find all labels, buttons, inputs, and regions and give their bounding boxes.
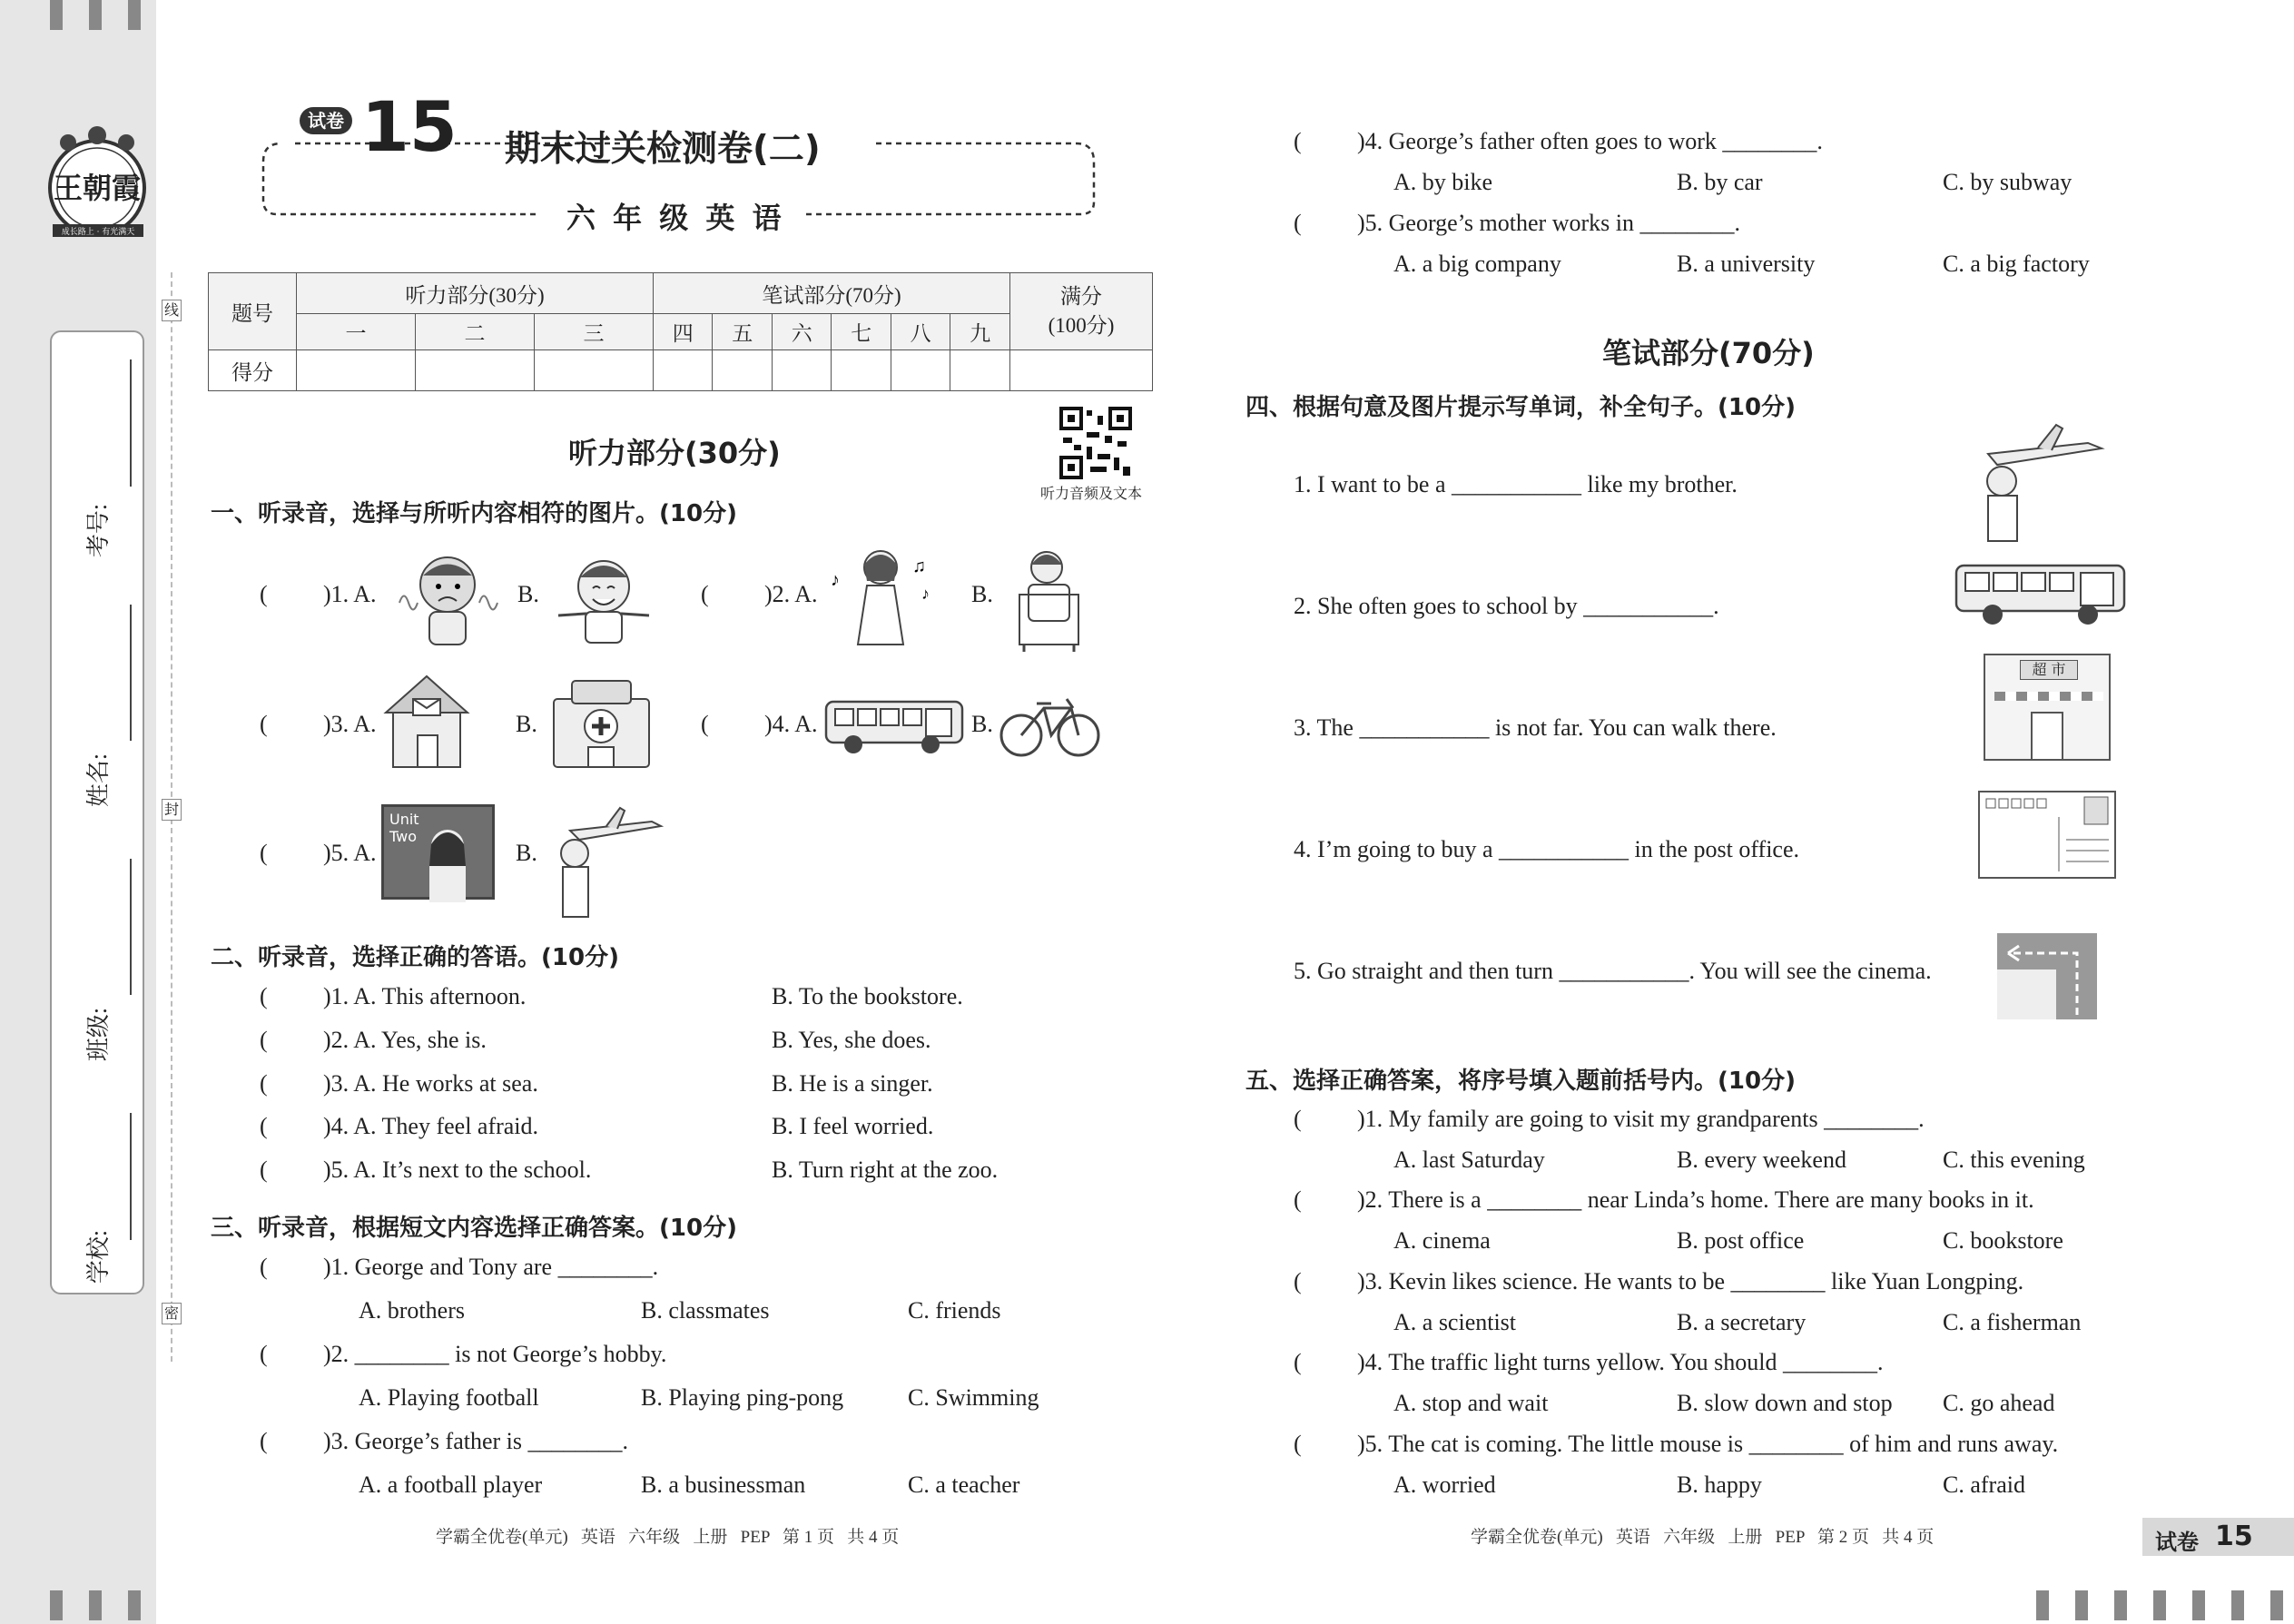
answer-paren[interactable]: ( (1294, 210, 1302, 236)
page-tag-label: 试卷 (2155, 1530, 2199, 1555)
s3-q2-a: A. Playing football (359, 1384, 539, 1411)
shop-sign: 超 市 (2020, 660, 2078, 680)
s3-q1-b: B. classmates (641, 1297, 770, 1324)
answer-paren[interactable]: ( (260, 1027, 268, 1053)
s1-q4-b: B. (971, 711, 993, 737)
s4-q3: 3. The ___________ is not far. You can walk there. (1294, 714, 1777, 741)
exam-no-label: 考号: (85, 503, 113, 558)
total-value: (100分) (1048, 314, 1115, 337)
s5-q1: )1. My family are going to visit my grandparents ________. (1357, 1106, 1925, 1132)
s2-q5: )5. A. It’s next to the school. (323, 1156, 592, 1183)
score-cell[interactable] (534, 350, 653, 391)
score-cell[interactable] (950, 350, 1010, 391)
column-numeral: 五 (713, 314, 772, 350)
exam-title: 期末过关检测卷(二) (505, 129, 821, 170)
score-cell[interactable] (891, 350, 950, 391)
s5-q3-b: B. a secretary (1677, 1309, 1807, 1335)
s2-q1: )1. A. This afternoon. (323, 983, 527, 1009)
s1-q1-b: B. (517, 581, 539, 607)
s3-q4-c: C. by subway (1943, 169, 2072, 195)
bike-picture[interactable] (999, 685, 1103, 763)
column-numeral: 九 (950, 314, 1010, 350)
column-numeral: 一 (297, 314, 416, 350)
answer-paren[interactable]: ( (1294, 1431, 1302, 1457)
svg-text:♪: ♪ (831, 570, 840, 590)
logo-slogan: 成长路上 · 有光满天 (61, 228, 135, 237)
section-5-title: 五、选择正确答案，将序号填入题前括号内。(10分) (1245, 1068, 1796, 1095)
s1-q1-label: )1. A. (323, 581, 377, 607)
score-cell[interactable] (832, 350, 891, 391)
exam-number: 15 (361, 86, 458, 167)
s1-q2-label: )2. A. (764, 581, 818, 607)
name-label: 姓名: (85, 753, 113, 808)
answer-paren[interactable]: ( (1294, 1106, 1302, 1132)
column-numeral: 四 (653, 314, 712, 350)
pilot-picture[interactable] (543, 803, 665, 921)
page-tag-number: 15 (2215, 1521, 2253, 1552)
score-cell[interactable] (713, 350, 772, 391)
s2-q1-b: B. To the bookstore. (772, 983, 963, 1009)
answer-paren[interactable]: ( (1294, 1268, 1302, 1294)
answer-paren[interactable]: ( (701, 711, 709, 737)
exam-subtitle: 六 年 级 英 语 (566, 201, 785, 235)
happy-boy-picture[interactable] (540, 552, 667, 647)
s1-q5-b: B. (516, 840, 537, 866)
score-cell[interactable] (653, 350, 712, 391)
score-cell[interactable] (772, 350, 831, 391)
s5-q4-b: B. slow down and stop (1677, 1390, 1893, 1416)
score-table (208, 272, 1153, 391)
s3-q4-b: B. by car (1677, 169, 1763, 195)
s3-q5-a: A. a big company (1393, 251, 1561, 277)
pilot-hint-picture (1970, 418, 2106, 545)
answer-paren[interactable]: ( (1294, 128, 1302, 154)
footer-right: 学霸全优卷(单元) 英语 六年级 上册 PEP 第 2 页 共 4 页 (1471, 1528, 1935, 1547)
s4-q4: 4. I’m going to buy a ___________ in the post office. (1294, 836, 1800, 862)
s1-q4-label: )4. A. (764, 711, 818, 737)
s5-q2: )2. There is a ________ near Linda’s home. There are many books in it. (1357, 1186, 2034, 1213)
s2-q4: )4. A. They feel afraid. (323, 1113, 539, 1139)
cut-mark: 密 (162, 1303, 182, 1324)
answer-paren[interactable]: ( (260, 711, 268, 737)
answer-paren[interactable]: ( (701, 581, 709, 607)
s3-q3-a: A. a football player (359, 1471, 543, 1498)
s5-q2-a: A. cinema (1393, 1227, 1491, 1254)
score-cell[interactable] (1010, 350, 1153, 391)
s3-q4: )4. George’s father often goes to work ________. (1357, 128, 1823, 154)
s5-q1-a: A. last Saturday (1393, 1147, 1545, 1173)
qr-code[interactable] (1059, 407, 1132, 479)
score-cell[interactable] (415, 350, 534, 391)
school-label: 学校: (85, 1229, 113, 1284)
listening-part-title: 听力部分(30分) (568, 436, 781, 470)
logo-text: 王朝霞 (53, 171, 142, 205)
s3-q5: )5. George’s mother works in ________. (1357, 210, 1740, 236)
answer-paren[interactable]: ( (260, 581, 268, 607)
qr-caption: 听力音频及文本 (1040, 485, 1143, 502)
s5-q4-a: A. stop and wait (1393, 1390, 1549, 1416)
s3-q4-a: A. by bike (1393, 169, 1493, 195)
hospital-picture[interactable] (545, 676, 658, 772)
column-numeral: 二 (415, 314, 534, 350)
teacher-blackboard-picture[interactable] (381, 804, 495, 900)
s3-q1: )1. George and Tony are ________. (323, 1254, 659, 1280)
s3-q2: )2. ________ is not George’s hobby. (323, 1341, 667, 1367)
s1-q2-b: B. (971, 581, 993, 607)
cut-mark: 线 (162, 300, 182, 321)
score-cell[interactable] (297, 350, 416, 391)
s3-q3-c: C. a teacher (908, 1471, 1020, 1498)
angry-boy-picture[interactable] (389, 548, 507, 648)
post-office-picture[interactable] (377, 672, 477, 772)
s1-q5-label: )5. A. (323, 840, 377, 866)
column-numeral: 七 (832, 314, 891, 350)
s2-q5-b: B. Turn right at the zoo. (772, 1156, 999, 1183)
postcard-hint-picture (1977, 790, 2118, 881)
page-tag (2142, 1518, 2294, 1556)
girl-singing-picture[interactable] (822, 545, 940, 654)
listening-header: 听力部分(30分) (297, 273, 654, 314)
s5-q5-c: C. afraid (1943, 1471, 2025, 1498)
s5-q4: )4. The traffic light turns yellow. You should ________. (1357, 1349, 1884, 1375)
s1-q3-b: B. (516, 711, 537, 737)
answer-paren[interactable]: ( (260, 1113, 268, 1139)
answer-paren[interactable]: ( (1294, 1186, 1302, 1213)
svg-text:♫: ♫ (912, 556, 926, 576)
s3-q3-b: B. a businessman (641, 1471, 806, 1498)
answer-paren[interactable]: ( (260, 840, 268, 866)
s5-q5-a: A. worried (1393, 1471, 1496, 1498)
s3-q1-c: C. friends (908, 1297, 1001, 1324)
s4-q1: 1. I want to be a ___________ like my brother. (1294, 471, 1738, 497)
score-row-label: 题号 (209, 273, 297, 350)
column-numeral: 八 (891, 314, 950, 350)
s3-q1-a: A. brothers (359, 1297, 465, 1324)
answer-paren[interactable]: ( (260, 1254, 268, 1280)
writing-part-title: 笔试部分(70分) (1602, 336, 1815, 370)
board-text: Unit Two (389, 811, 419, 846)
s3-q2-b: B. Playing ping-pong (641, 1384, 844, 1411)
s2-q3-b: B. He is a singer. (772, 1070, 933, 1097)
section-3-title: 三、听录音，根据短文内容选择正确答案。(10分) (211, 1215, 737, 1242)
score-label: 得分 (209, 350, 297, 391)
s5-q5: )5. The cat is coming. The little mouse is ________ of him and runs away. (1357, 1431, 2059, 1457)
s3-q3: )3. George’s father is ________. (323, 1428, 629, 1454)
s5-q1-b: B. every weekend (1677, 1147, 1846, 1173)
answer-paren[interactable]: ( (260, 1428, 268, 1454)
s5-q5-b: B. happy (1677, 1471, 1762, 1498)
total-label: 满分 (1060, 284, 1102, 308)
s2-q4-b: B. I feel worried. (772, 1113, 934, 1139)
section-1-title: 一、听录音，选择与所听内容相符的图片。(10分) (211, 500, 737, 527)
class-label: 班级: (85, 1007, 113, 1062)
s2-q3: )3. A. He works at sea. (323, 1070, 538, 1097)
s3-q5-b: B. a university (1677, 251, 1816, 277)
answer-paren[interactable]: ( (260, 1156, 268, 1183)
section-4-title: 四、根据句意及图片提示写单词，补全句子。(10分) (1245, 394, 1796, 421)
s5-q2-b: B. post office (1677, 1227, 1805, 1254)
turn-left-hint-picture (1997, 933, 2097, 1019)
answer-paren[interactable]: ( (1294, 1349, 1302, 1375)
s5-q3-a: A. a scientist (1393, 1309, 1517, 1335)
s5-q4-c: C. go ahead (1943, 1390, 2055, 1416)
s5-q3: )3. Kevin likes science. He wants to be ________ like Yuan Longping. (1357, 1268, 2024, 1294)
girl-sitting-picture[interactable] (1006, 545, 1097, 654)
s5-q2-c: C. bookstore (1943, 1227, 2063, 1254)
column-numeral: 六 (772, 314, 831, 350)
s3-q5-c: C. a big factory (1943, 251, 2090, 277)
column-numeral: 三 (534, 314, 653, 350)
s4-q2: 2. She often goes to school by ___________. (1294, 593, 1719, 619)
s2-q2-b: B. Yes, she does. (772, 1027, 931, 1053)
svg-text:♪: ♪ (921, 585, 930, 603)
student-info-box (50, 330, 144, 1294)
s2-q2: )2. A. Yes, she is. (323, 1027, 487, 1053)
s4-q5: 5. Go straight and then turn ___________. You will see the cinema. (1294, 958, 1932, 984)
brand-logo (45, 123, 150, 245)
exam-badge: 试卷 (300, 107, 352, 134)
bus-hint-picture (1952, 558, 2133, 631)
s3-q2-c: C. Swimming (908, 1384, 1039, 1411)
section-2-title: 二、听录音，选择正确的答语。(10分) (211, 944, 619, 971)
answer-paren[interactable]: ( (260, 983, 268, 1009)
footer-left: 学霸全优卷(单元) 英语 六年级 上册 PEP 第 1 页 共 4 页 (436, 1528, 900, 1547)
answer-paren[interactable]: ( (260, 1341, 268, 1367)
supermarket-hint-picture (1984, 654, 2111, 761)
cut-mark: 封 (162, 799, 182, 821)
writing-header: 笔试部分(70分) (653, 273, 1009, 314)
s1-q3-label: )3. A. (323, 711, 377, 737)
s5-q3-c: C. a fisherman (1943, 1309, 2082, 1335)
s5-q1-c: C. this evening (1943, 1147, 2085, 1173)
answer-paren[interactable]: ( (260, 1070, 268, 1097)
bus-picture[interactable] (822, 694, 967, 758)
